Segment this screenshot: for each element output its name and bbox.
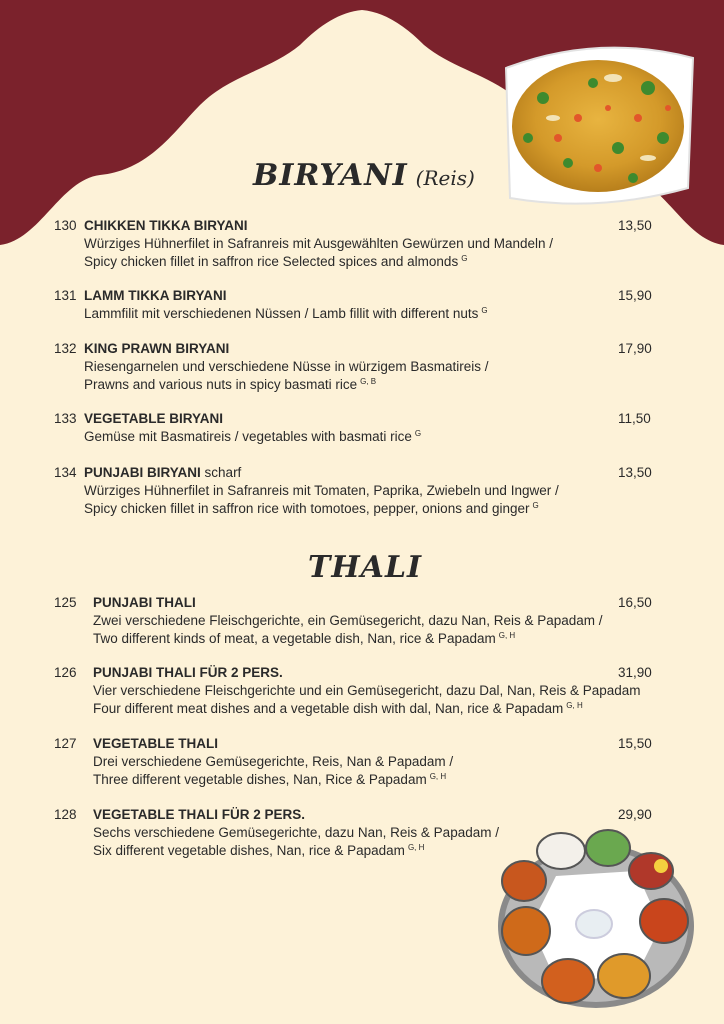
allergen-codes: G — [532, 501, 539, 510]
item-number: 133 — [54, 411, 77, 426]
item-name: PUNJABI THALI FÜR 2 PERS. — [93, 665, 283, 680]
item-number: 130 — [54, 218, 77, 233]
thali-section-title: THALI — [308, 550, 423, 585]
item-description — [84, 305, 488, 323]
description-line: Zwei verschiedene Fleischgerichte, ein Gemüsegericht, dazu Nan, Reis & Papadam / — [93, 613, 603, 628]
item-name: PUNJABI BIRYANI scharf — [84, 465, 242, 480]
allergen-codes: G, B — [360, 377, 377, 386]
item-number: 127 — [54, 736, 77, 751]
description-line: Vier verschiedene Fleischgerichte und ein Gemüsegericht, dazu Dal, Nan, Reis & Papadam — [93, 683, 641, 698]
item-description — [84, 235, 553, 271]
allergen-codes: G — [461, 254, 468, 263]
item-price: 29,90 — [618, 807, 652, 822]
item-spice-note: scharf — [204, 465, 242, 480]
biryani-section-subtitle: (Reis) — [415, 166, 475, 190]
description-line: Lammfilit mit verschiedenen Nüssen / Lamb fillit with different nuts $^G$ — [84, 306, 488, 321]
description-line: Würziges Hühnerfilet in Safranreis mit Ausgewählten Gewürzen und Mandeln / — [84, 236, 553, 251]
item-price: 11,50 — [618, 411, 651, 426]
item-description — [93, 824, 499, 860]
item-price: 17,90 — [618, 341, 652, 356]
item-price: 13,50 — [618, 218, 652, 233]
description-line: Würziges Hühnerfilet in Safranreis mit Tomaten, Paprika, Zwiebeln und Ingwer / — [84, 483, 559, 498]
item-name: LAMM TIKKA BIRYANI — [84, 288, 227, 303]
item-description — [84, 358, 488, 394]
description-line: Spicy chicken fillet in saffron rice with tomotoes, pepper, onions and ginger $^G$ — [84, 501, 539, 516]
item-number: 132 — [54, 341, 77, 356]
biryani-section-title: BIRYANI (Reis) — [253, 158, 475, 193]
description-line: Riesengarnelen und verschiedene Nüsse in würzigem Basmatireis / — [84, 359, 489, 374]
allergen-codes: G — [481, 306, 488, 315]
item-description — [93, 753, 453, 789]
item-name: PUNJABI THALI — [93, 595, 196, 610]
description-line: Gemüse mit Basmatireis / vegetables with basmati rice $^G$ — [84, 429, 422, 444]
item-number: 126 — [54, 665, 77, 680]
item-price: 16,50 — [618, 595, 652, 610]
item-number: 125 — [54, 595, 77, 610]
description-line: Spicy chicken fillet in saffron rice Selected spices and almonds $^G$ — [84, 254, 468, 269]
description-line: Six different vegetable dishes, Nan, rice & Papadam $^{G, H}$ — [93, 843, 425, 858]
item-price: 31,90 — [618, 665, 652, 680]
item-number: 134 — [54, 465, 77, 480]
description-line: Drei verschiedene Gemüsegerichte, Reis, Nan & Papadam / — [93, 754, 454, 769]
allergen-codes: G, H — [407, 843, 425, 852]
item-price: 15,50 — [618, 736, 652, 751]
item-description — [84, 428, 421, 446]
item-description — [93, 612, 603, 648]
item-price: 13,50 — [618, 465, 652, 480]
item-name: CHIKKEN TIKKA BIRYANI — [84, 218, 248, 233]
item-name: VEGETABLE THALI FÜR 2 PERS. — [93, 807, 306, 822]
description-line: Two different kinds of meat, a vegetable dish, Nan, rice & Papadam $^{G, H}$ — [93, 631, 516, 646]
item-number: 131 — [54, 288, 77, 303]
item-price: 15,90 — [618, 288, 652, 303]
item-name: VEGETABLE BIRYANI — [84, 411, 224, 426]
item-name: KING PRAWN BIRYANI — [84, 341, 230, 356]
allergen-codes: G, H — [566, 701, 583, 710]
thali-platter-photo — [496, 826, 696, 1010]
allergen-codes: G — [414, 429, 422, 438]
allergen-codes: G, H — [498, 631, 516, 640]
description-line: Three different vegetable dishes, Nan, Rice & Papadam $^{G, H}$ — [93, 772, 447, 787]
description-line: Sechs verschiedene Gemüsegerichte, dazu Nan, Reis & Papadam / — [93, 825, 499, 840]
item-number: 128 — [54, 807, 77, 822]
item-description — [84, 482, 559, 518]
description-line: Prawns and various nuts in spicy basmati rice $^{G, B}$ — [84, 377, 377, 392]
item-description — [93, 682, 641, 718]
description-line: Four different meat dishes and a vegetable dish with dal, Nan, rice & Papadam $^{G, H}$ — [93, 701, 583, 716]
biryani-rice-plate-photo — [498, 38, 698, 208]
allergen-codes: G, H — [429, 772, 447, 781]
item-name: VEGETABLE THALI — [93, 736, 219, 751]
